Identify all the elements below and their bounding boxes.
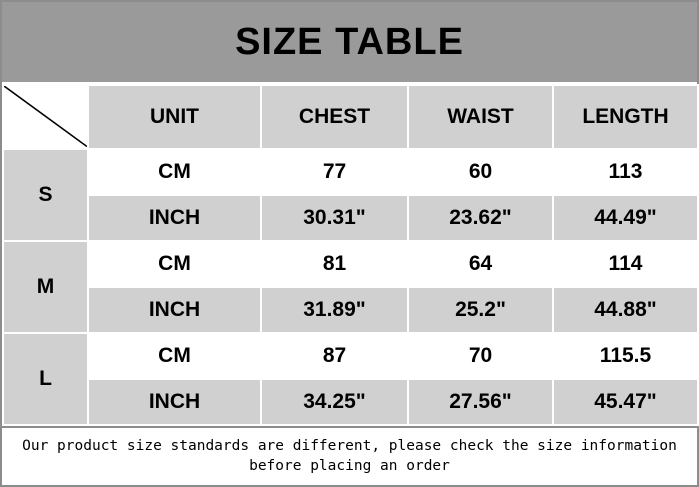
length-value: 45.47" [553,379,698,425]
size-disclaimer-note [2,426,697,485]
size-label-m: M [3,241,88,333]
waist-value: 70 [408,333,553,379]
column-header-unit: UNIT [88,85,261,149]
unit-cell: CM [88,149,261,195]
waist-value: 64 [408,241,553,287]
table-row [3,149,698,195]
waist-value: 25.2" [408,287,553,333]
length-value: 114 [553,241,698,287]
length-value: 115.5 [553,333,698,379]
note-line-2: before placing an order [249,457,450,474]
length-value: 113 [553,149,698,195]
waist-value: 27.56" [408,379,553,425]
table-header-row [3,85,698,149]
note-line-1: Our product size standards are different, please check the size information [22,437,677,454]
unit-cell: CM [88,241,261,287]
length-value: 44.49" [553,195,698,241]
size-label-s: S [3,149,88,241]
table-row [3,333,698,379]
chest-value: 81 [261,241,408,287]
waist-value: 23.62" [408,195,553,241]
chest-value: 31.89" [261,287,408,333]
table-row [3,287,698,333]
length-value: 44.88" [553,287,698,333]
column-header-chest: CHEST [261,85,408,149]
column-header-length: LENGTH [553,85,698,149]
unit-cell: INCH [88,287,261,333]
chest-value: 87 [261,333,408,379]
chest-value: 77 [261,149,408,195]
unit-cell: INCH [88,379,261,425]
table-row [3,241,698,287]
chest-value: 30.31" [261,195,408,241]
corner-cell [3,85,88,149]
chest-value: 34.25" [261,379,408,425]
column-header-waist: WAIST [408,85,553,149]
unit-cell: CM [88,333,261,379]
table-row [3,379,698,425]
diagonal-divider-icon [4,86,87,147]
page-title: SIZE TABLE [235,20,464,63]
waist-value: 60 [408,149,553,195]
size-label-l: L [3,333,88,425]
unit-cell: INCH [88,195,261,241]
title-bar [2,2,697,84]
size-chart-table [2,84,699,426]
table-row [3,195,698,241]
